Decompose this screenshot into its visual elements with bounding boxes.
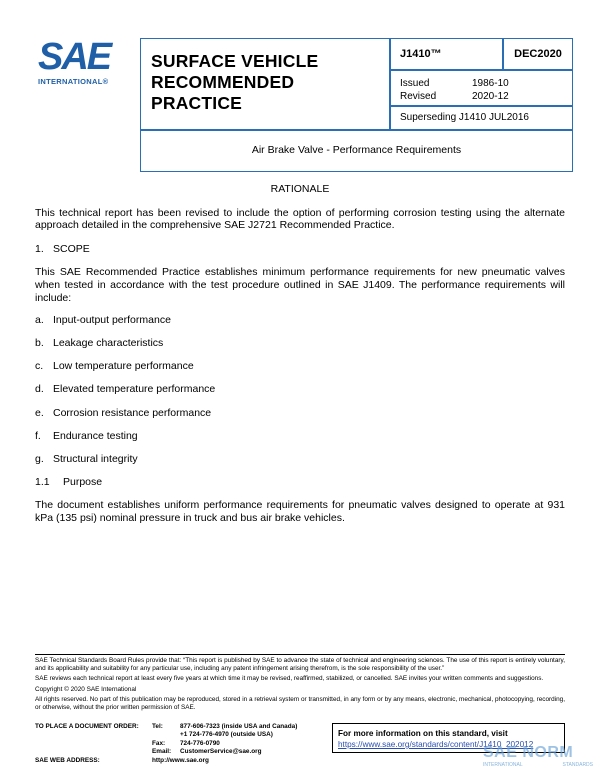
document-type-box <box>140 38 390 130</box>
email-label: Email: <box>152 748 172 756</box>
fax-label: Fax: <box>152 739 166 747</box>
list-item <box>35 430 565 443</box>
list-item-text: Corrosion resistance performance <box>53 406 212 419</box>
list-item-marker: c. <box>35 360 44 373</box>
issued-label: Issued <box>400 78 430 89</box>
list-item-marker: a. <box>35 314 44 327</box>
list-item-marker: d. <box>35 383 44 396</box>
tel-label: Tel: <box>152 723 163 730</box>
tel2-value: +1 724-776-4970 (outside USA) <box>180 731 273 739</box>
footer-notices <box>35 657 565 715</box>
list-item <box>35 337 565 350</box>
board-rules-text: SAE Technical Standards Board Rules provide that: “This report is published by SAE to advance the state of technical and engineering sciences. The use of this report is entirely voluntary, and its applicability and suitability for any particular use, including any patent infringement arising therefrom, is the sole responsibility of the user.” <box>35 657 565 672</box>
list-item-marker: b. <box>35 337 44 350</box>
list-item-marker: e. <box>35 406 44 419</box>
list-item <box>35 360 565 373</box>
list-item <box>35 383 565 396</box>
scope-text: This SAE Recommended Practice establishes minimum performance requirements for new pneumatic valves when tested in accordance with the test procedure outlined in SAE J1409. The performance requirements will include: <box>35 266 565 304</box>
list-item <box>35 314 565 327</box>
sae-logo <box>38 38 128 88</box>
list-item-text: Low temperature performance <box>53 360 194 373</box>
watermark-left: INTERNATIONAL <box>483 762 523 768</box>
issue-dates-box <box>390 70 573 106</box>
web-label: SAE WEB ADDRESS: <box>35 757 100 764</box>
footer-divider <box>35 654 565 655</box>
list-item-text: Structural integrity <box>53 452 138 465</box>
logo-mark: SAE <box>38 36 111 78</box>
review-text: SAE reviews each technical report at least every five years at which time it may be revised, reaffirmed, stabilized, or cancelled. SAE invites your written comments and suggestions. <box>35 675 544 683</box>
purpose-number: 1.1 <box>35 475 50 488</box>
list-item-marker: g. <box>35 452 44 465</box>
copyright-text: Copyright © 2020 SAE International <box>35 685 137 693</box>
fax-value: 724-776-0790 <box>180 739 220 747</box>
title-line-2: RECOMMENDED PRACTICE <box>151 72 295 113</box>
order-label: TO PLACE A DOCUMENT ORDER: <box>35 723 139 730</box>
scope-title: SCOPE <box>53 242 90 255</box>
rationale-text: This technical report has been revised to include the option of performing corrosion testing using the alternate approach detailed in the comprehensive SAE J2721 Recommended Practice. <box>35 206 565 232</box>
more-info-title: For more information on this standard, visit <box>338 729 508 738</box>
email-value[interactable]: CustomerService@sae.org <box>180 748 262 756</box>
scope-heading <box>35 243 565 256</box>
superseding-note: Superseding J1410 JUL2016 <box>390 106 573 130</box>
revised-value: 2020-12 <box>472 90 509 102</box>
rationale-heading: RATIONALE <box>270 183 330 195</box>
list-item <box>35 453 565 466</box>
list-item-text: Input-output performance <box>53 314 171 327</box>
watermark-text: SAE NORM <box>483 744 574 761</box>
document-body <box>35 183 565 525</box>
purpose-heading <box>35 476 565 489</box>
doc-number: J1410™ <box>390 38 503 70</box>
list-item <box>35 407 565 420</box>
order-contacts <box>35 723 325 757</box>
doc-date: DEC2020 <box>503 38 573 70</box>
list-item-text: Endurance testing <box>53 429 138 442</box>
tel-value: 877-606-7323 (inside USA and Canada) <box>180 723 298 730</box>
logo-subtitle: INTERNATIONAL® <box>38 77 109 86</box>
title-line-1: SURFACE VEHICLE <box>151 51 319 71</box>
standard-link[interactable]: https://www.sae.org/standards/content/J1410_202012 <box>338 740 534 749</box>
rights-text: All rights reserved. No part of this publication may be reproduced, stored in a retrieval system or transmitted, in any form or by any means, electronic, mechanical, photocopying, recording, or otherwise, without the prior written permission of SAE. <box>35 696 565 711</box>
requirements-list <box>35 314 565 465</box>
web-address-row <box>35 757 209 764</box>
list-item-text: Elevated temperature performance <box>53 383 216 396</box>
document-subject: Air Brake Valve - Performance Requirements <box>140 130 573 172</box>
purpose-title: Purpose <box>63 475 103 488</box>
list-item-text: Leakage characteristics <box>53 337 164 350</box>
watermark <box>483 744 598 774</box>
web-value[interactable]: http://www.sae.org <box>152 757 209 764</box>
scope-number: 1. <box>35 242 44 255</box>
watermark-right: STANDARDS <box>562 762 593 768</box>
list-item-marker: f. <box>35 429 41 442</box>
purpose-text: The document establishes uniform performance requirements for pneumatic valves designed to operate at 931 kPa (135 psi) nominal pressure in truck and bus air brake vehicles. <box>35 499 565 524</box>
revised-label: Revised <box>400 90 437 102</box>
issued-value: 1986-10 <box>472 78 509 89</box>
